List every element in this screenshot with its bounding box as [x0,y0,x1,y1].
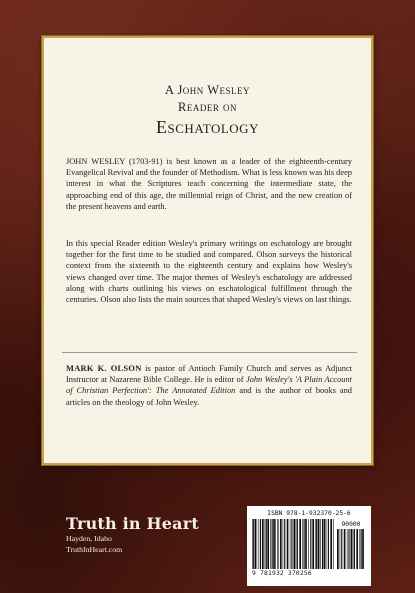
barcode-bar [316,519,317,569]
barcode-bar [255,519,257,569]
edited-book-title: John Wesley's 'A Plain Account of Christian Perfection': The Annotated Edition [66,375,352,396]
barcode-bar [322,519,323,569]
barcode-bars-row [252,519,366,569]
barcode-bar [348,529,349,569]
barcode-bar [266,519,267,569]
barcode-bar [270,519,271,569]
barcode-bar [305,519,307,569]
publisher-website: TruthInHeart.com [66,545,123,554]
publisher-block [66,514,199,555]
barcode-bar [328,519,329,569]
barcode-bar [272,519,273,569]
isbn-barcode [247,506,371,586]
title-line-3: Eschatology [156,117,259,137]
barcode-bar [277,519,278,569]
barcode-bar [273,519,275,569]
barcode-bar [253,519,254,569]
author-name: MARK K. OLSON [66,364,142,373]
barcode-bar [299,519,301,569]
barcode-bar [315,519,316,569]
publisher-logo: Truth in Heart [66,514,199,533]
barcode-bar [265,519,266,569]
barcode-bar [320,519,321,569]
barcode-bar [361,529,362,569]
title-line-1: A John Wesley [164,83,251,97]
book-title [44,83,371,138]
description-paragraph-1: JOHN WESLEY (1703-91) is best known as a leader of the eighteenth-century Evangelical Revival and the founder of Methodism. What is less known was his deep interest in what the Scriptures teach concerning the intermediate state, the approaching end of this age, the millennial reign of Christ, and the new creation of the present heavens and earth. [66,157,352,211]
barcode-bar [297,519,298,569]
barcode-bar [258,519,259,569]
title-line-2: Reader on [178,100,237,114]
barcode-bar [333,519,334,569]
back-cover-panel [42,36,373,465]
barcode-bar [318,519,320,569]
addon-barcode-icon [337,529,365,569]
section-divider [62,352,357,353]
barcode-bar [347,529,348,569]
ean-number: 9 781932 370256 [252,570,312,577]
barcode-bar [308,519,309,569]
barcode-bar [283,519,284,569]
barcode-bar [359,529,360,569]
isbn-number: ISBN 978-1-932370-25-6 [267,510,351,517]
barcode-bar [304,519,305,569]
barcode-bar [356,529,358,569]
barcode-bar [337,529,339,569]
barcode-bar [291,519,292,569]
barcode-bar [262,519,264,569]
barcode-bar [340,529,341,569]
barcode-bar [341,529,342,569]
barcode-bar [275,519,276,569]
barcode-bar [302,519,303,569]
addon-column [337,521,365,569]
author-bio-text-a: is pastor of Antioch Family Church and serves as Adjunct Instructor at Nazarene Bible College. He is editor of [66,364,352,385]
barcode-bar [252,519,253,569]
barcode-bar [296,519,297,569]
ean-barcode-icon [252,519,334,569]
barcode-bar [310,519,311,569]
barcode-bar [290,519,291,569]
barcode-bar [344,529,346,569]
author-bio [66,363,352,408]
barcode-bar [312,519,314,569]
barcode-bar [280,519,282,569]
publisher-city: Hayden, Idaho [66,534,112,543]
author-bio-text-b: and is the author of books and articles on the theology of John Wesley. [66,386,352,407]
description-paragraph-2: In this special Reader edition Wesley's primary writings on eschatology are brought together for the first time to be studied and compared. Olson surveys the historical context from the sixteenth to the eighteenth century and explains how Wesley's views changed over time. The major themes of Wesley's eschatology are addressed along with charts outlining his views on eschatological fulfillment through the centuries. Olson also lists the main sources that shaped Wesley's views on last things. [66,239,352,305]
barcode-bar [326,519,327,569]
barcode-bar [267,519,269,569]
addon-code: 90000 [341,521,361,528]
barcode-bar [293,519,295,569]
barcode-bar [324,519,326,569]
barcode-bar [353,529,354,569]
barcode-bar [287,519,289,569]
barcode-bar [354,529,355,569]
barcode-bar [351,529,353,569]
barcode-bar [362,529,364,569]
barcode-bar [330,519,332,569]
barcode-bar [284,519,285,569]
barcode-bar [260,519,261,569]
